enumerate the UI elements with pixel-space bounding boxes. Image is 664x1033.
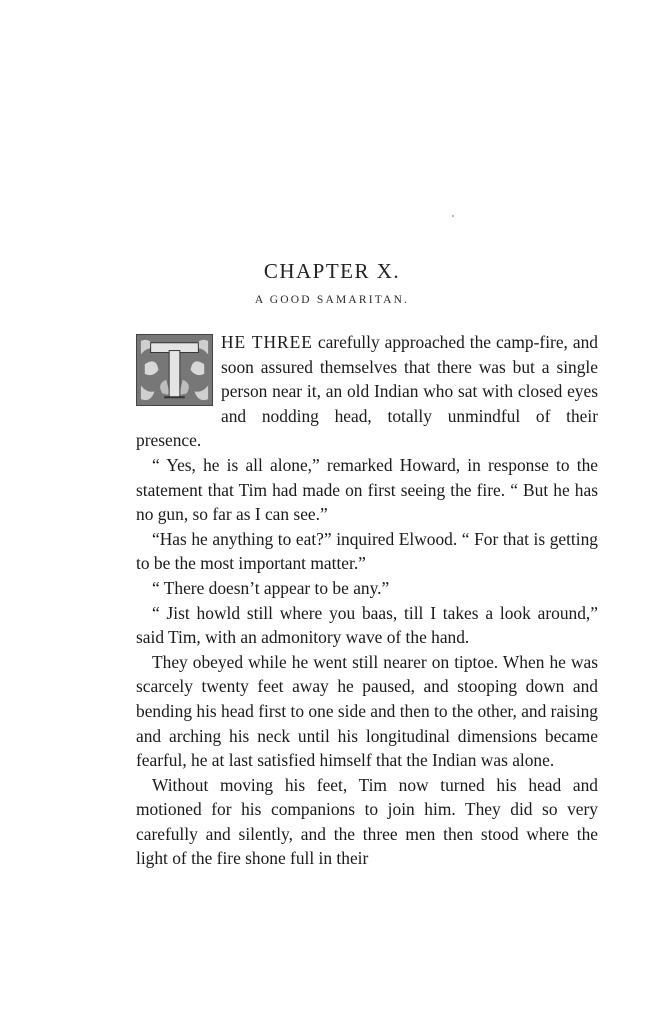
ornamental-dropcap bbox=[136, 334, 213, 406]
chapter-body bbox=[136, 330, 598, 871]
paragraph-4: “ There doesn’t appear to be any.” bbox=[152, 577, 390, 598]
paragraph-3: “Has he anything to eat?” inquired Elwood. “ For that is getting to be the most important matter.” bbox=[136, 528, 598, 574]
chapter-subtitle: A GOOD SAMARITAN. bbox=[254, 294, 410, 306]
paragraph-6: They obeyed while he went still nearer on tiptoe. When he was scarcely twenty feet away he paused, and stooping down and bending his head first to one side and then to the other, and raising and arching his neck until his longitudinal dimensions became fearful, he at last satisfied himself that the Indian was alone. bbox=[136, 651, 598, 771]
paragraph-7: Without moving his feet, Tim now turned his head and motioned for his companions to join him. They did so very carefully and silently, and the three men then stood where the light of the fire shone full in their bbox=[136, 774, 598, 869]
paragraph-1 bbox=[136, 330, 598, 453]
paragraph-text: carefully approached the camp-fire, and soon assured themselves that there was but a single person near it, an old Indian who sat with closed eyes and nodding head, totally unmindful of their presence. bbox=[136, 332, 598, 451]
page-speck bbox=[452, 215, 454, 217]
paragraph-lead: HE THREE bbox=[221, 332, 313, 352]
paragraph-2: “ Yes, he is all alone,” remarked Howard, in response to the statement that Tim had made on first seeing the fire. “ But he has no gun, so far as I can see.” bbox=[136, 454, 598, 525]
paragraph-5: “ Jist howld still where you baas, till I takes a look around,” said Tim, with an admonitory wave of the hand. bbox=[136, 602, 598, 648]
chapter-heading: CHAPTER X. bbox=[263, 259, 401, 283]
